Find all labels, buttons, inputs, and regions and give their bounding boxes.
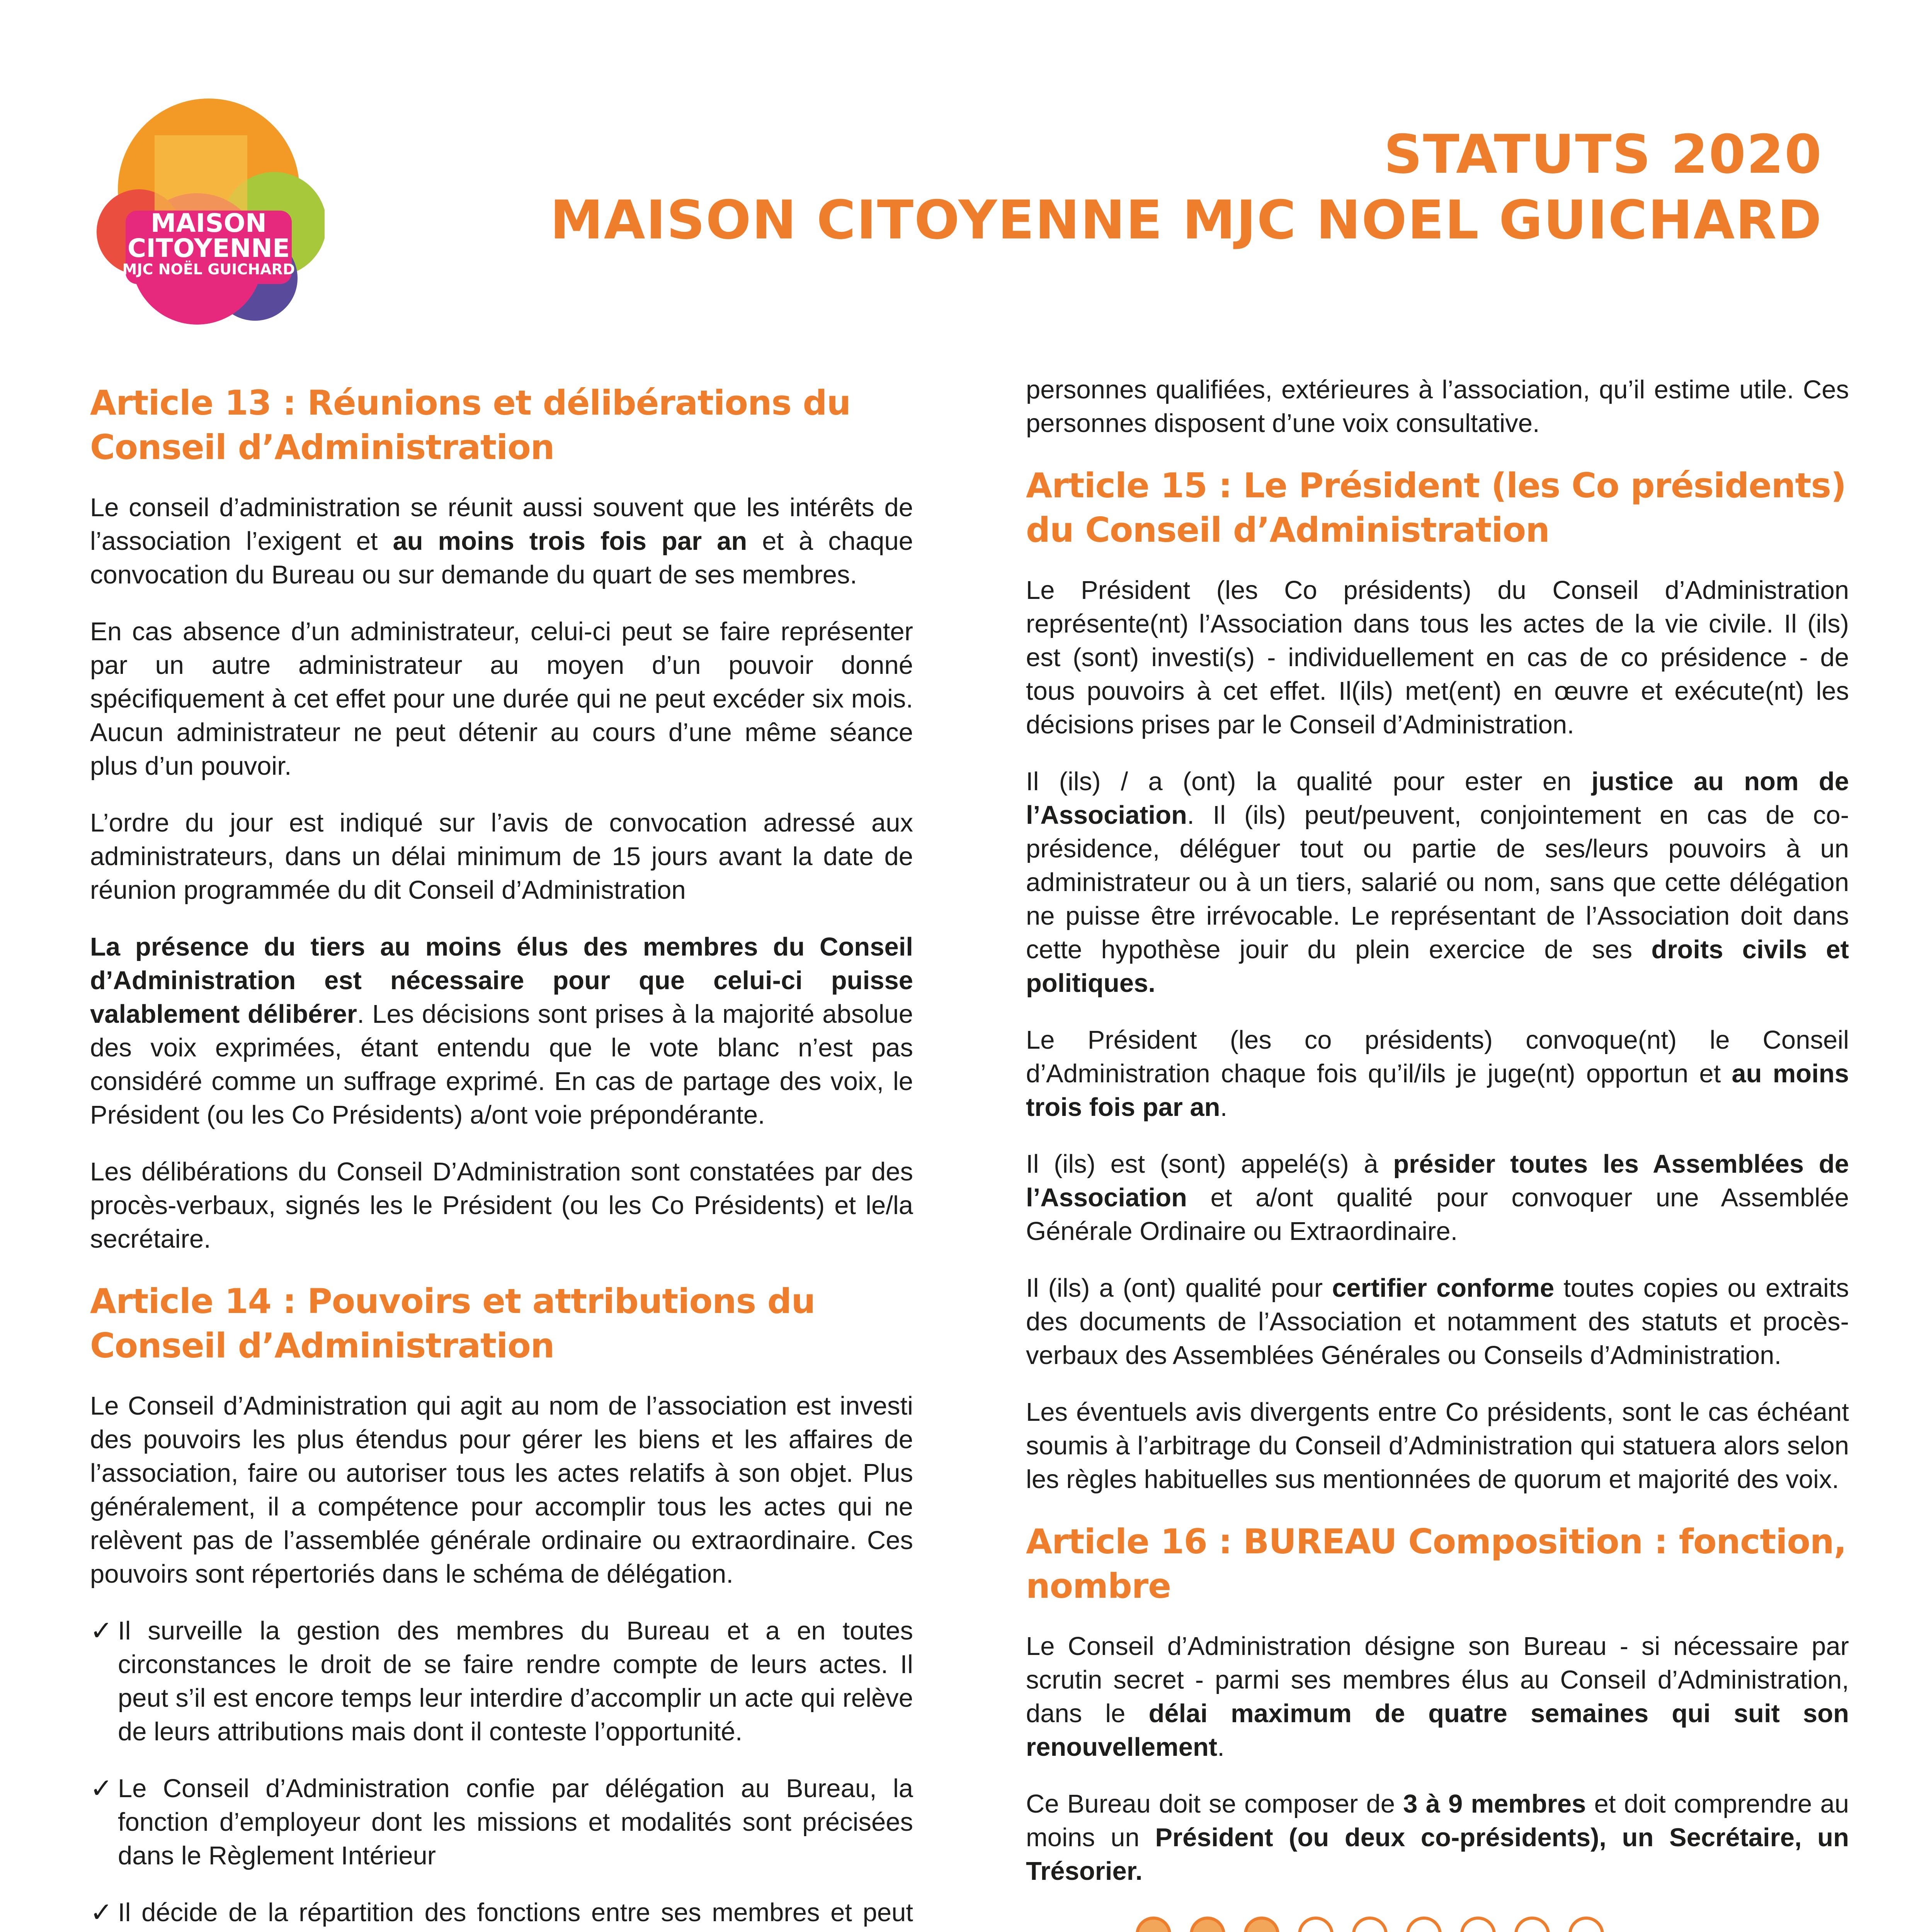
article-16-title: Article 16 : BUREAU Composition : fonction, nombre bbox=[1026, 1522, 1847, 1606]
document-header bbox=[550, 122, 1822, 253]
art15-paragraph-4: Il (ils) est (sont) appelé(s) à présider toutes les Assemblées de l’Association et a/ont qualité pour convoquer une Assemblée Générale Ordinaire ou Extraordinaire. bbox=[1026, 1150, 1849, 1246]
check-icon: ✓ bbox=[90, 1616, 113, 1646]
list-item: ✓ Il décide de la répartition des fonctions entre ses membres et peut bbox=[90, 1896, 913, 1932]
art13-paragraph-4: La présence du tiers au moins élus des membres du Conseil d’Administration est nécessaire pour que celui-ci puisse valablement délibérer. Les décisions sont prises à la majorité absolue des voix exprimées, étant entendu que le vote blanc n’est pas considéré comme un suffrage exprimé. En cas de partage des voix, le Président (ou les Co Présidents) a/ont voie prépondérante. bbox=[90, 932, 913, 1129]
article-13-title: Article 13 : Réunions et délibérations du Conseil d’Administration bbox=[90, 383, 851, 467]
mjc-logo bbox=[93, 93, 325, 325]
art13-paragraph-3: L’ordre du jour est indiqué sur l’avis de convocation adressé aux administrateurs, dans un délai minimum de 15 jours avant la date de réunion programmée du dit Conseil d’Administration bbox=[90, 808, 913, 905]
check-icon: ✓ bbox=[90, 1897, 113, 1927]
header-subtitle: MAISON CITOYENNE MJC NOEL GUICHARD bbox=[550, 189, 1822, 251]
art15-paragraph-2: Il (ils) / a (ont) la qualité pour ester en justice au nom de l’Association. Il (ils) peut/peuvent, conjointement en cas de co-présidence, déléguer tout ou partie de ses/leurs pouvoirs à un administrateur ou à un tiers, salarié ou nom, sans que cette délégation ne puisse être irrévocable. Le représentant de l’Association doit dans cette hypothèse jouir du plein exercice de ses droits civils et politiques. bbox=[1026, 767, 1849, 998]
list-item: ✓ Il surveille la gestion des membres du Bureau et a en toutes circonstances le droit de se faire rendre compte de leurs actes. Il peut s’il est encore temps leur interdire d’accomplir un acte qui relève de leurs attributions mais dont il conteste l’opportunité. bbox=[90, 1614, 913, 1748]
logo-line1: MAISON bbox=[150, 208, 267, 238]
art15-paragraph-6: Les éventuels avis divergents entre Co présidents, sont le cas échéant soumis à l’arbitrage du Conseil d’Administration qui statuera alors selon les règles habituelles sus mentionnées de quorum et majorité des voix. bbox=[1026, 1398, 1849, 1494]
logo-line3: MJC NOËL GUICHARD bbox=[122, 261, 295, 278]
header-title: STATUTS 2020 bbox=[1384, 123, 1822, 185]
art13-paragraph-2: En cas absence d’un administrateur, celui-ci peut se faire représenter par un autre administrateur au moyen d’un pouvoir donné spécifiquement à cet effet pour une durée qui ne peut excéder six mois. Aucun administrateur ne peut détenir au cours d’une même séance plus d’un pouvoir. bbox=[90, 617, 913, 781]
art15-paragraph-1: Le Président (les Co présidents) du Conseil d’Administration représente(nt) l’Association dans tous les actes de la vie civile. Il (ils) est (sont) investi(s) - individuellement en cas de co présidence - de tous pouvoirs à cet effet. Il(ils) met(ent) en œuvre et exécute(nt) les décisions prises par le Conseil d’Administration. bbox=[1026, 576, 1849, 739]
art16-paragraph-1: Le Conseil d’Administration désigne son Bureau - si nécessaire par scrutin secret - parmi ses membres élus au Conseil d’Administration, dans le délai maximum de quatre semaines qui suit son renouvellement. bbox=[1026, 1632, 1849, 1762]
check-icon: ✓ bbox=[90, 1773, 113, 1803]
right-column bbox=[1026, 373, 1849, 1932]
article-14-title: Article 14 : Pouvoirs et attributions du Conseil d’Administration bbox=[90, 1281, 815, 1366]
art14-bullet-list bbox=[90, 1614, 913, 1932]
left-column bbox=[90, 381, 913, 1932]
art15-paragraph-3: Le Président (les co présidents) convoque(nt) le Conseil d’Administration chaque fois qu’il/ils je juge(nt) opportun et au moins trois fois par an. bbox=[1026, 1026, 1849, 1122]
list-item: ✓ Le Conseil d’Administration confie par délégation au Bureau, la fonction d’employeur dont les missions et modalités sont précisées dans le Règlement Intérieur bbox=[90, 1772, 913, 1872]
art14-continued: personnes qualifiées, extérieures à l’association, qu’il estime utile. Ces personnes disposent d’une voix consultative. bbox=[1026, 375, 1849, 438]
art13-paragraph-1: Le conseil d’administration se réunit aussi souvent que les intérêts de l’association l’exigent et au moins trois fois par an et à chaque convocation du Bureau ou sur demande du quart de ses membres. bbox=[90, 493, 913, 589]
art13-paragraph-5: Les délibérations du Conseil D’Administration sont constatées par des procès-verbaux, signés les le Président (ou les Co Présidents) et le/la secrétaire. bbox=[90, 1157, 913, 1253]
art16-paragraph-2: Ce Bureau doit se composer de 3 à 9 membres et doit comprendre au moins un Président (ou deux co-présidents), un Secrétaire, un Trésorier. bbox=[1026, 1789, 1849, 1886]
art14-paragraph-1: Le Conseil d’Administration qui agit au nom de l’association est investi des pouvoirs les plus étendus pour gérer les biens et les affaires de l’association, faire ou autoriser tous les actes relatifs à son objet. Plus généralement, il a compétence pour accomplir tous les actes qui ne relèvent pas de l’assemblée générale ordinaire ou extraordinaire. Ces pouvoirs sont répertoriés dans le schéma de délégation. bbox=[90, 1391, 913, 1588]
art15-paragraph-5: Il (ils) a (ont) qualité pour certifier conforme toutes copies ou extraits des documents de l’Association et notamment des statuts et procès-verbaux des Assemblées Générales ou Conseils d’Administration. bbox=[1026, 1274, 1849, 1370]
article-15-title: Article 15 : Le Président (les Co présidents) du Conseil d’Administration bbox=[1026, 466, 1846, 550]
bureau-members-illustration bbox=[1026, 1911, 1849, 1932]
logo-line2: CITOYENNE bbox=[127, 233, 290, 263]
